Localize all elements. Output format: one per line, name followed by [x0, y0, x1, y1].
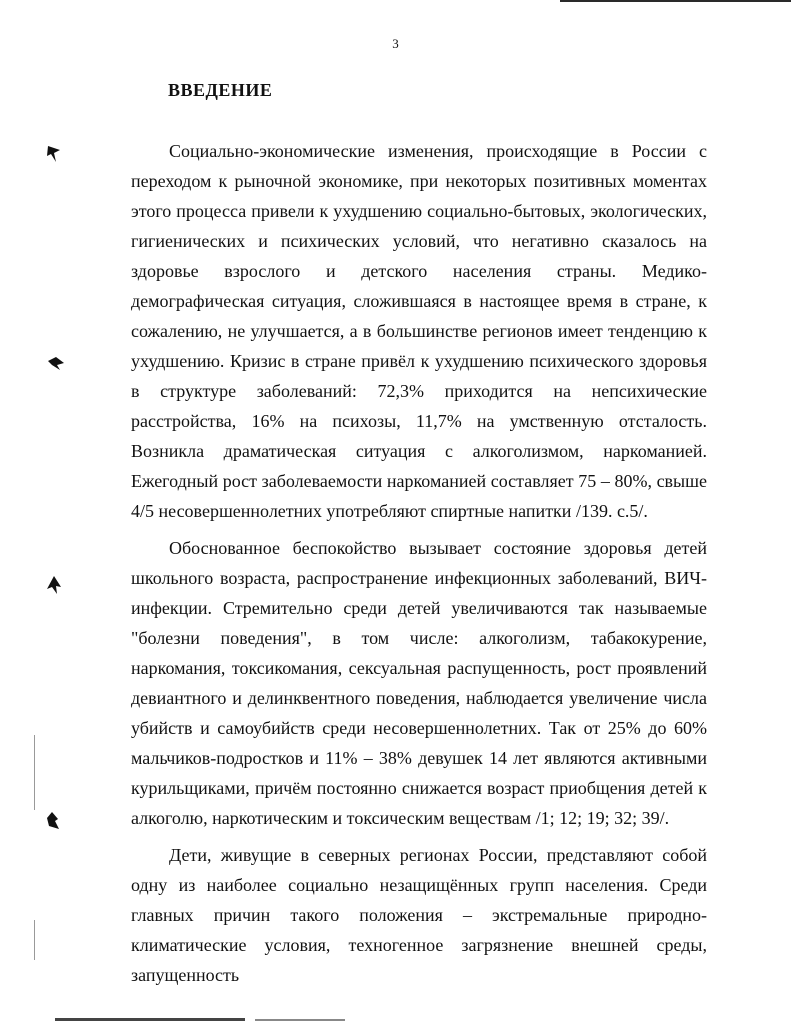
scan-edge-top	[560, 0, 791, 2]
section-heading: ВВЕДЕНИЕ	[168, 80, 273, 100]
page-number: 3	[392, 36, 399, 51]
margin-rule	[34, 735, 35, 810]
paragraph: Обоснованное беспокойство вызывает состояние здоровья детей школьного возраста, распространение инфекционных заболеваний, ВИЧ-инфекции. Стремительно среди детей увеличиваются так называемые "болезни поведения", в том числе: алкоголизм, табакокурение, наркомания, токсикомания, сексуальная распущенность, рост проявлений девиантного и делинквентного поведения, наблюдается увеличение числа убийств и самоубийств среди несовершеннолетних. Так от 25% до 60% мальчиков-подростков и 11% – 38% девушек 14 лет являются активными курильщиками, причём постоянно снижается возраст приобщения детей к алкоголю, наркотическим и токсическим веществам /1; 12; 19; 32; 39/.	[131, 538, 707, 828]
paragraph: Дети, живущие в северных регионах России, представляют собой одну из наиболее социально незащищённых групп населения. Среди главных причин такого положения – экстремальные природно-климатические условия, техногенное загрязнение внешней среды, запущенность	[131, 845, 707, 985]
margin-rule	[34, 920, 35, 960]
scan-edge-bottom-secondary	[255, 1019, 345, 1021]
paragraph: Социально-экономические изменения, происходящие в России с переходом к рыночной экономике, при некоторых позитивных моментах этого процесса привели к ухудшению социально-бытовых, экологических, гигиенических и психических условий, что негативно сказалось на здоровье взрослого и детского населения страны. Медико-демографическая ситуация, сложившаяся в настоящее время в стране, к сожалению, не улучшается, а в большинстве регионов имеет тенденцию к ухудшению. Кризис в стране привёл к ухудшению психического здоровья в структуре заболеваний: 72,3% приходится на непсихические расстройства, 16% на психозы, 11,7% на умственную отсталость. Возникла драматическая ситуация с алкоголизмом, наркоманией. Ежегодный рост заболеваемости наркоманией составляет 75 – 80%, свыше 4/5 несовершеннолетних употребляют спиртные напитки /139. с.5/.	[131, 141, 707, 521]
scan-edge-bottom	[55, 1018, 245, 1021]
body-text	[131, 136, 707, 997]
